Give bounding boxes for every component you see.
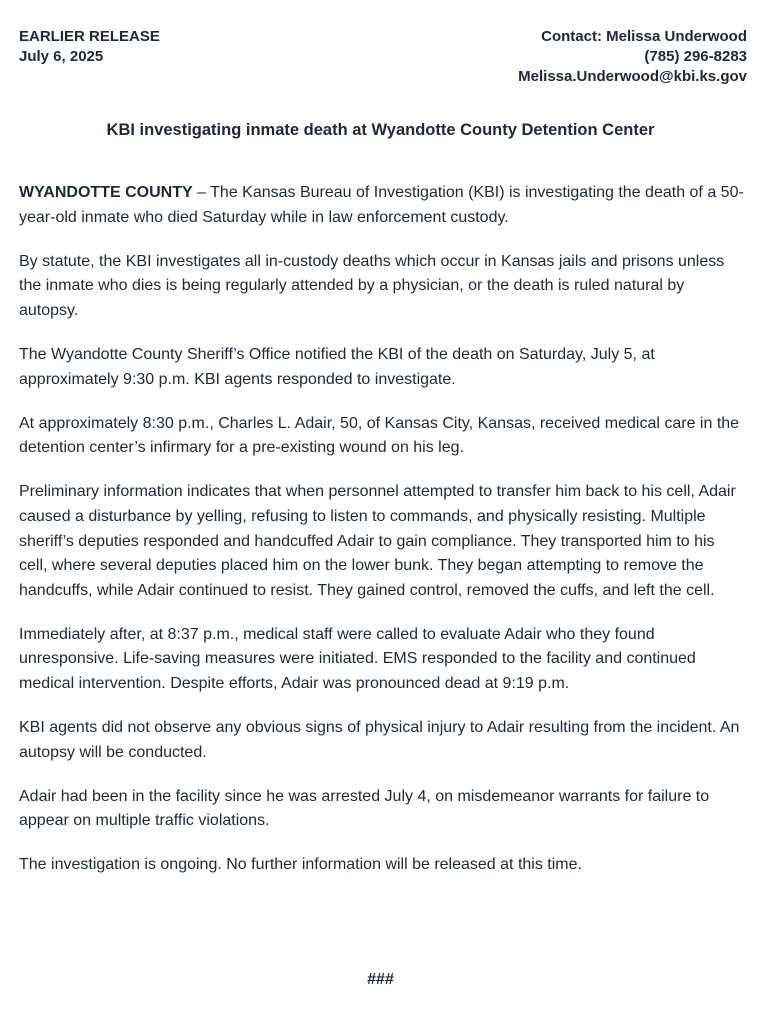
dateline: WYANDOTTE COUNTY	[19, 184, 193, 201]
contact-info	[518, 27, 747, 87]
paragraph-4: At approximately 8:30 p.m., Charles L. Adair, 50, of Kansas City, Kansas, received medical care in the detention center’s infirmary for a pre-existing wound on his leg.	[19, 414, 740, 457]
contact-email: Melissa.Underwood@kbi.ks.gov	[518, 68, 747, 85]
release-info	[19, 27, 160, 67]
contact-phone: (785) 296-8283	[644, 48, 747, 65]
headline: KBI investigating inmate death at Wyandotte County Detention Center	[106, 121, 655, 139]
paragraph-6: Immediately after, at 8:37 p.m., medical staff were called to evaluate Adair who they found unresponsive. Life-saving measures were initiated. EMS responded to the facility and continued medical intervention. Despite efforts, Adair was pronounced dead at 9:19 p.m.	[19, 625, 696, 692]
paragraph-5: Preliminary information indicates that when personnel attempted to transfer him back to his cell, Adair caused a disturbance by yelling, refusing to listen to commands, and physically resisting. Multiple sheriff’s deputies responded and handcuffed Adair to gain compliance. They transported him to his cell, where several deputies placed him on the lower bunk. They began attempting to remove the handcuffs, while Adair continued to resist. They gained control, removed the cuffs, and left the cell.	[19, 483, 736, 599]
paragraph-1-text: – The Kansas Bureau of Investigation (KBI) is investigating the death of a 50-year-old inmate who died Saturday while in law enforcement custody.	[19, 184, 744, 226]
release-body	[19, 181, 744, 898]
paragraph-2: By statute, the KBI investigates all in-custody deaths which occur in Kansas jails and prisons unless the inmate who dies is being regularly attended by a physician, or the death is ruled natural by autopsy.	[19, 252, 725, 319]
paragraph-1	[19, 181, 744, 230]
release-date: July 6, 2025	[19, 48, 104, 65]
release-type: EARLIER RELEASE	[19, 28, 160, 45]
paragraph-7: KBI agents did not observe any obvious signs of physical injury to Adair resulting from the incident. An autopsy will be conducted.	[19, 719, 740, 761]
end-mark: ###	[367, 971, 394, 988]
paragraph-8: Adair had been in the facility since he was arrested July 4, on misdemeanor warrants for failure to appear on multiple traffic violations.	[19, 787, 710, 830]
contact-name: Contact: Melissa Underwood	[541, 28, 747, 45]
paragraph-3: The Wyandotte County Sheriff’s Office notified the KBI of the death on Saturday, July 5, at approximately 9:30 p.m. KBI agents responded to investigate.	[19, 345, 655, 388]
paragraph-9: The investigation is ongoing. No further information will be released at this time.	[19, 856, 582, 874]
